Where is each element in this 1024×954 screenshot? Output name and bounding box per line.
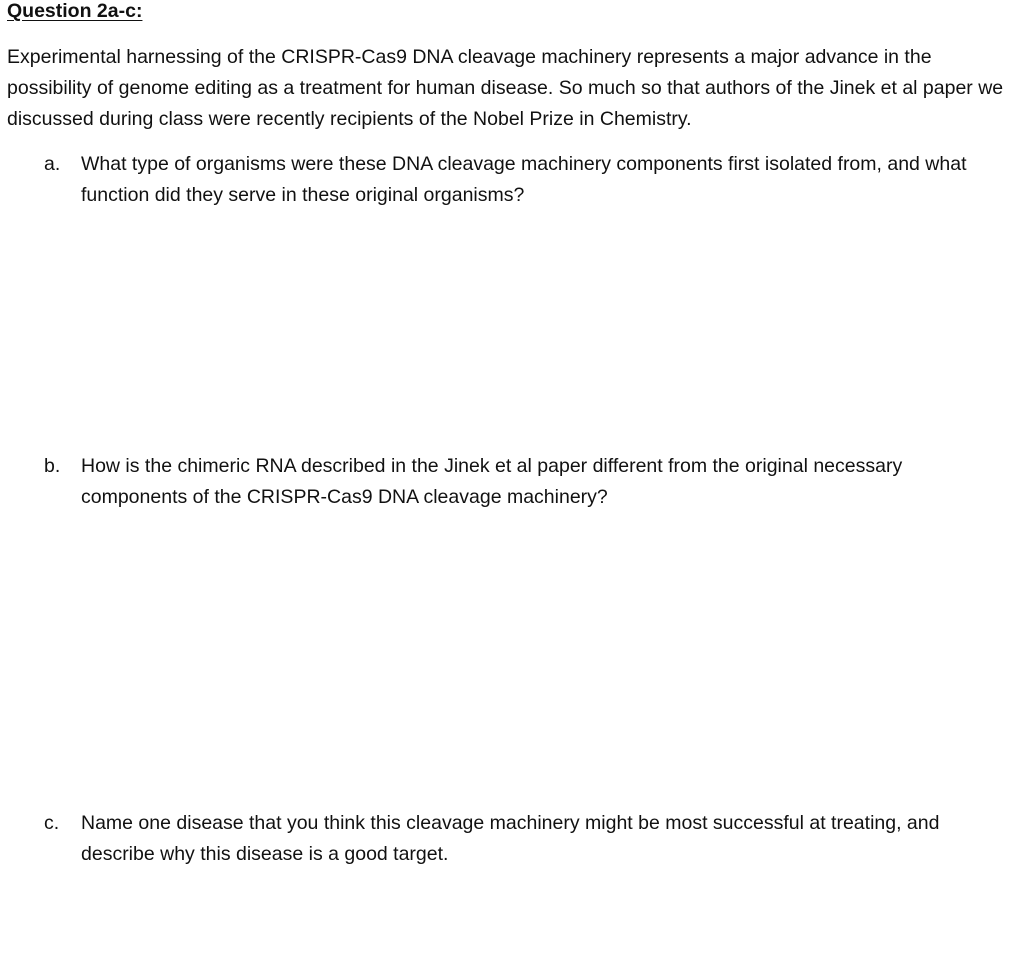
question-item-b: [44, 451, 994, 513]
question-marker-b: b.: [44, 455, 61, 477]
intro-paragraph: Experimental harnessing of the CRISPR-Cas9 DNA cleavage machinery represents a major advance in the possibility of genome editing as a treatment for human disease. So much so that authors of the Jinek et al paper we discussed during class were recently recipients of the Nobel Prize in Chemistry.: [7, 46, 1004, 130]
question-item-c: [44, 808, 994, 870]
question-heading: Question 2a-c:: [7, 0, 143, 22]
question-text-a: What type of organisms were these DNA cleavage machinery components first isolated from, and what function did they serve in these original organisms?: [81, 153, 967, 206]
question-marker-a: a.: [44, 153, 61, 175]
question-text-b: How is the chimeric RNA described in the Jinek et al paper different from the original necessary components of the CRISPR-Cas9 DNA cleavage machinery?: [81, 455, 903, 508]
question-marker-c: c.: [44, 812, 60, 834]
question-text-c: Name one disease that you think this cleavage machinery might be most successful at treating, and describe why this disease is a good target.: [81, 812, 940, 865]
question-item-a: [44, 149, 994, 211]
